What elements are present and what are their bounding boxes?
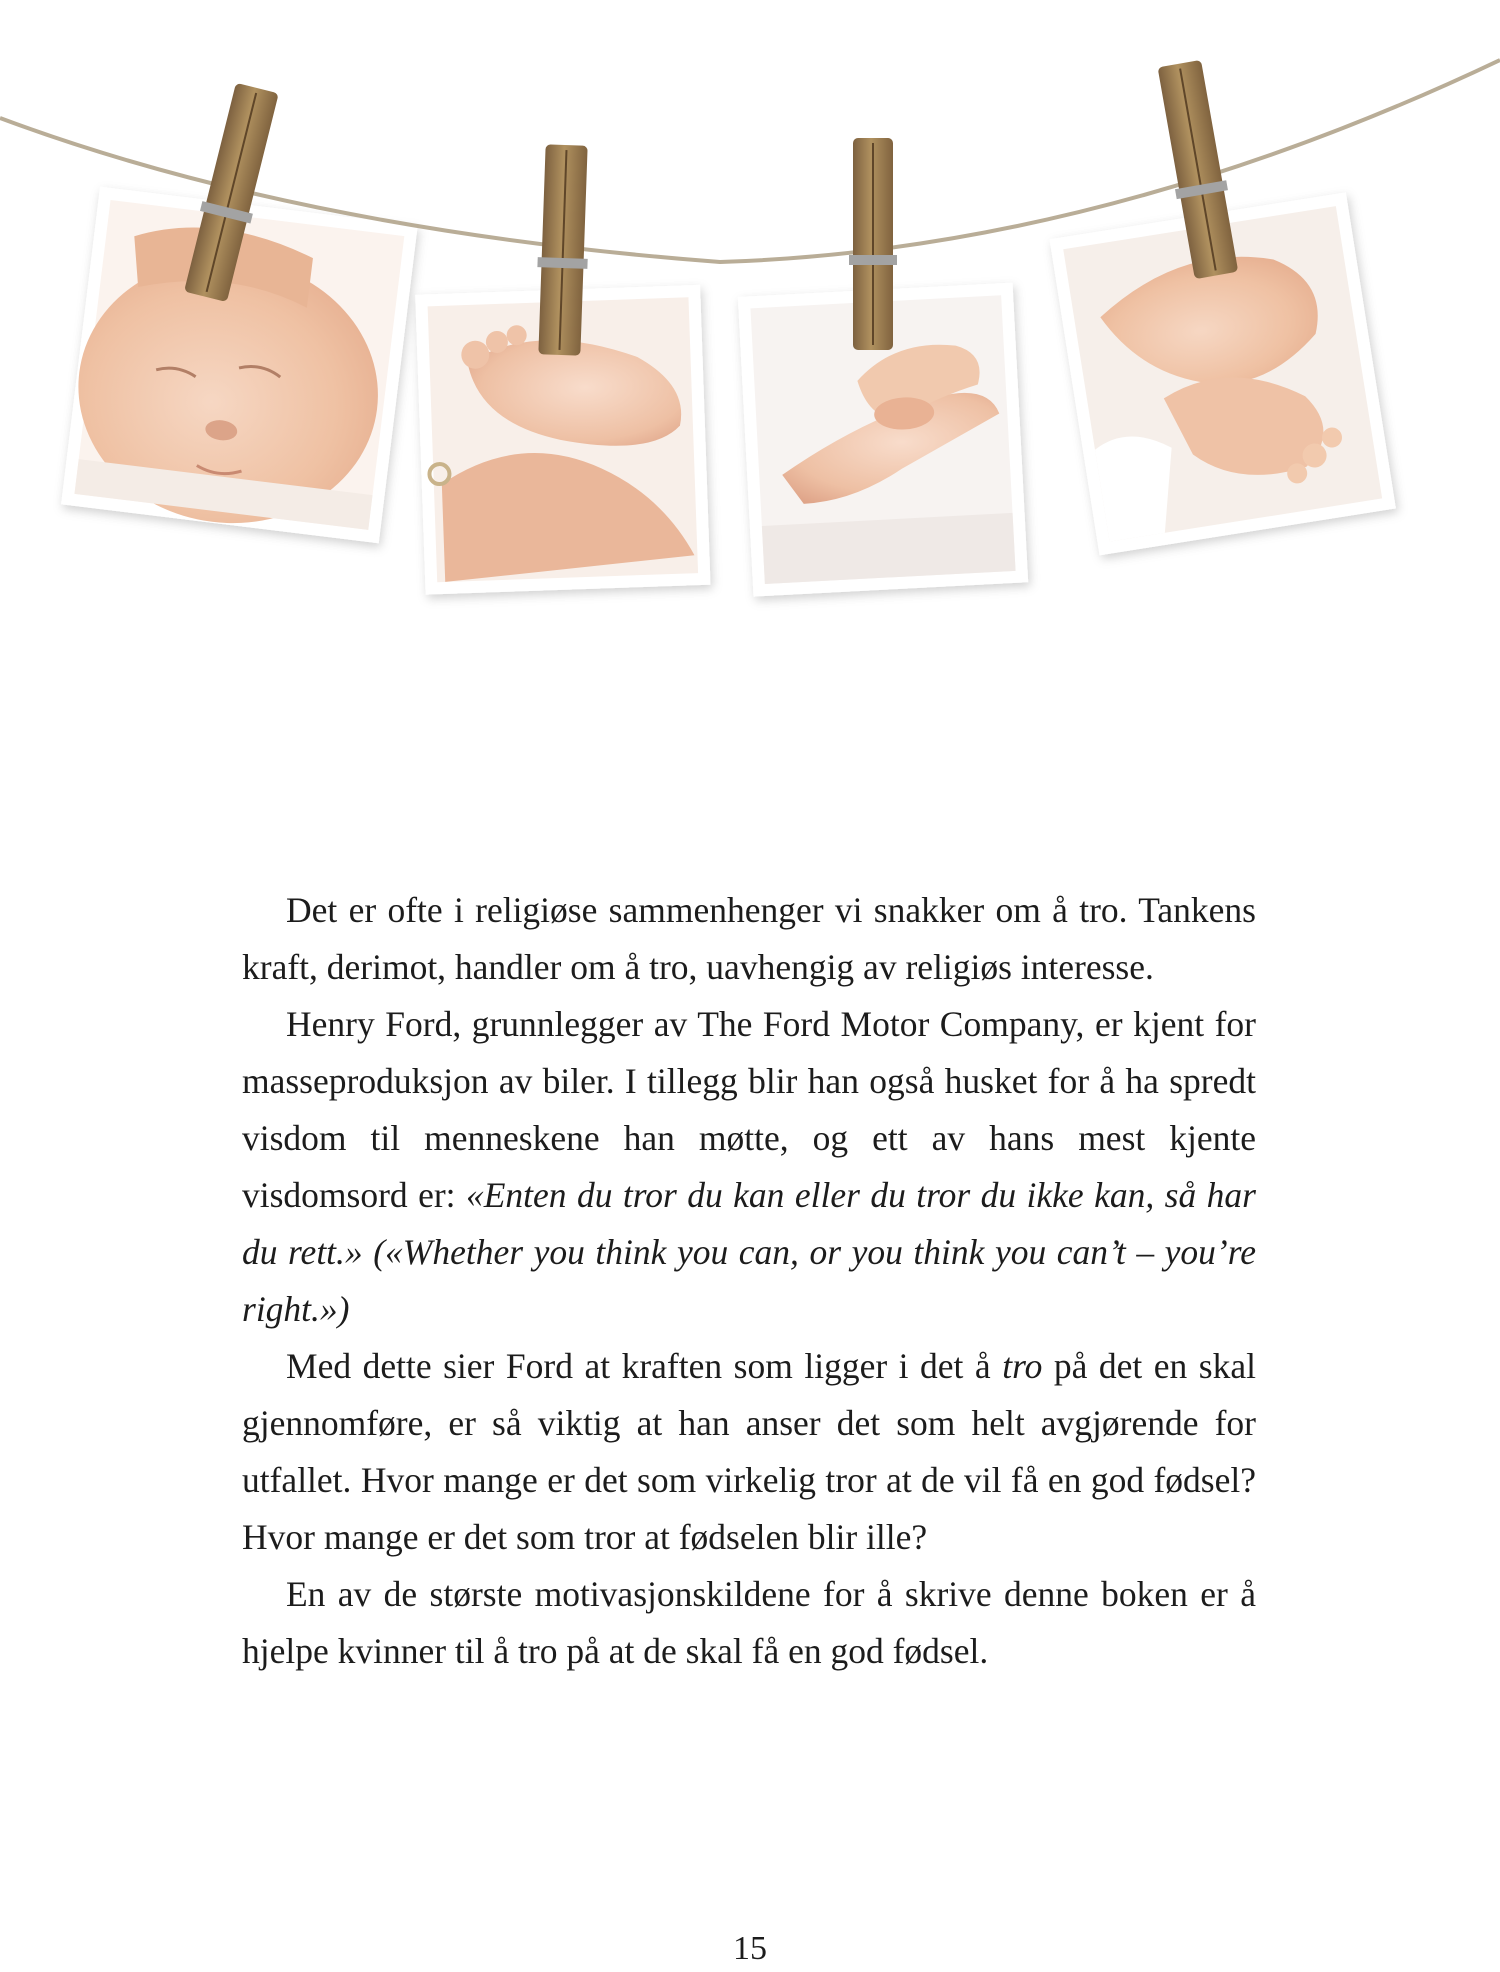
paragraph-3-rest: på det en skal gjennomføre, er så viktig at han anser det som helt avgjørende for utfallet. Hvor mange er det som virkelig tror at de vil få en god fødsel? Hvor mange er det som tror at fødselen blir ille? — [242, 1346, 1256, 1557]
ford-quote: «Enten du tror du kan eller du tror du ikke kan, så har du rett.» («Whether you think you can, or you think you can’t – you’re right.») — [242, 1175, 1256, 1329]
emphasis-tro: tro — [1002, 1346, 1043, 1386]
paragraph-2 — [242, 996, 1256, 1338]
clothesline-illustration — [0, 0, 1500, 640]
paragraph-3 — [242, 1338, 1256, 1566]
paragraph-2-intro: Henry Ford, grunnlegger av The Ford Motor Company, er kjent for masseproduksjon av biler. I tillegg blir han også husket for å ha spredt visdom til menneskene han møtte, og ett av hans mest kjente visdomsord er: — [242, 1004, 1256, 1215]
paragraph-1: Det er ofte i religiøse sammenhenger vi snakker om å tro. Tankens kraft, derimot, handler om å tro, uavhengig av religiøs interesse. — [242, 890, 1256, 987]
clothespin-3 — [849, 138, 897, 350]
page-number: 15 — [733, 1930, 767, 1967]
body-text — [242, 882, 1256, 1680]
paragraph-3-start: Med dette sier Ford at kraften som ligger i det å — [286, 1346, 1003, 1386]
paragraph-4: En av de største motivasjonskildene for å skrive denne boken er å hjelpe kvinner til å tro på at de skal få en god fødsel. — [242, 1574, 1256, 1671]
